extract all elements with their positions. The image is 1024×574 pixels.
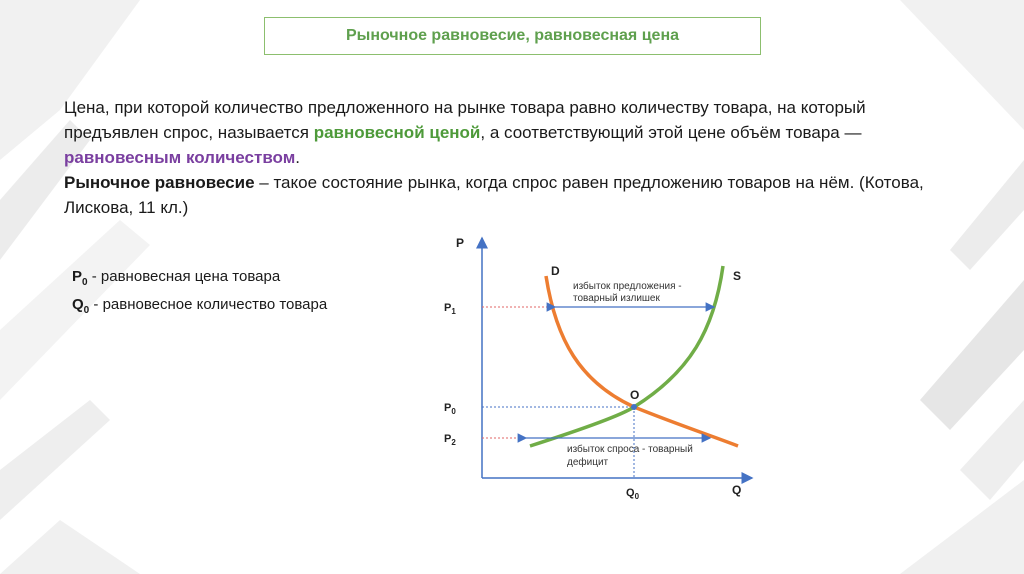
equilibrium-point	[631, 404, 637, 410]
equilibrium-label: O	[630, 388, 640, 402]
text-segment: .	[295, 148, 301, 167]
legend-q0: $Q_0$ - равновесное количество товара	[72, 296, 328, 316]
text-segment: Цена, при которой количество предложенного на рынке товара равно количеству товара, на который предъявлен спрос, называется	[64, 98, 866, 142]
q0-label: $Q_0$	[626, 487, 640, 501]
x-axis-label: Q	[732, 483, 742, 497]
legend-p0: $P_0$ - равновесная цена товара	[72, 268, 281, 288]
p1-label: $P_1$	[444, 302, 456, 316]
term-equilibrium-quantity: равновесным количеством	[64, 148, 296, 167]
term-equilibrium-price: равновесной ценой	[313, 123, 481, 142]
p2-label: $P_2$	[444, 433, 456, 447]
deficit-text-1: избыток спроса - товарный	[567, 444, 693, 455]
supply-label: S	[733, 269, 742, 283]
y-axis-label: P	[456, 236, 465, 250]
term-market-equilibrium: Рыночное равновесие	[64, 173, 255, 192]
p0-label: $P_0$	[444, 402, 456, 416]
surplus-text-2: товарный излишек	[573, 293, 660, 304]
surplus-text-1: избыток предложения -	[573, 281, 682, 292]
deficit-text-2: дефицит	[567, 457, 609, 468]
demand-label: D	[551, 264, 560, 278]
text-segment: , а соответствующий этой цене объём товара —	[480, 123, 862, 142]
slide-title: Рыночное равновесие, равновесная цена	[264, 17, 761, 55]
text-segment: – такое состояние рынка, когда спрос равен предложению товаров на нём. (Котова, Лискова, 11 кл.)	[64, 173, 924, 217]
